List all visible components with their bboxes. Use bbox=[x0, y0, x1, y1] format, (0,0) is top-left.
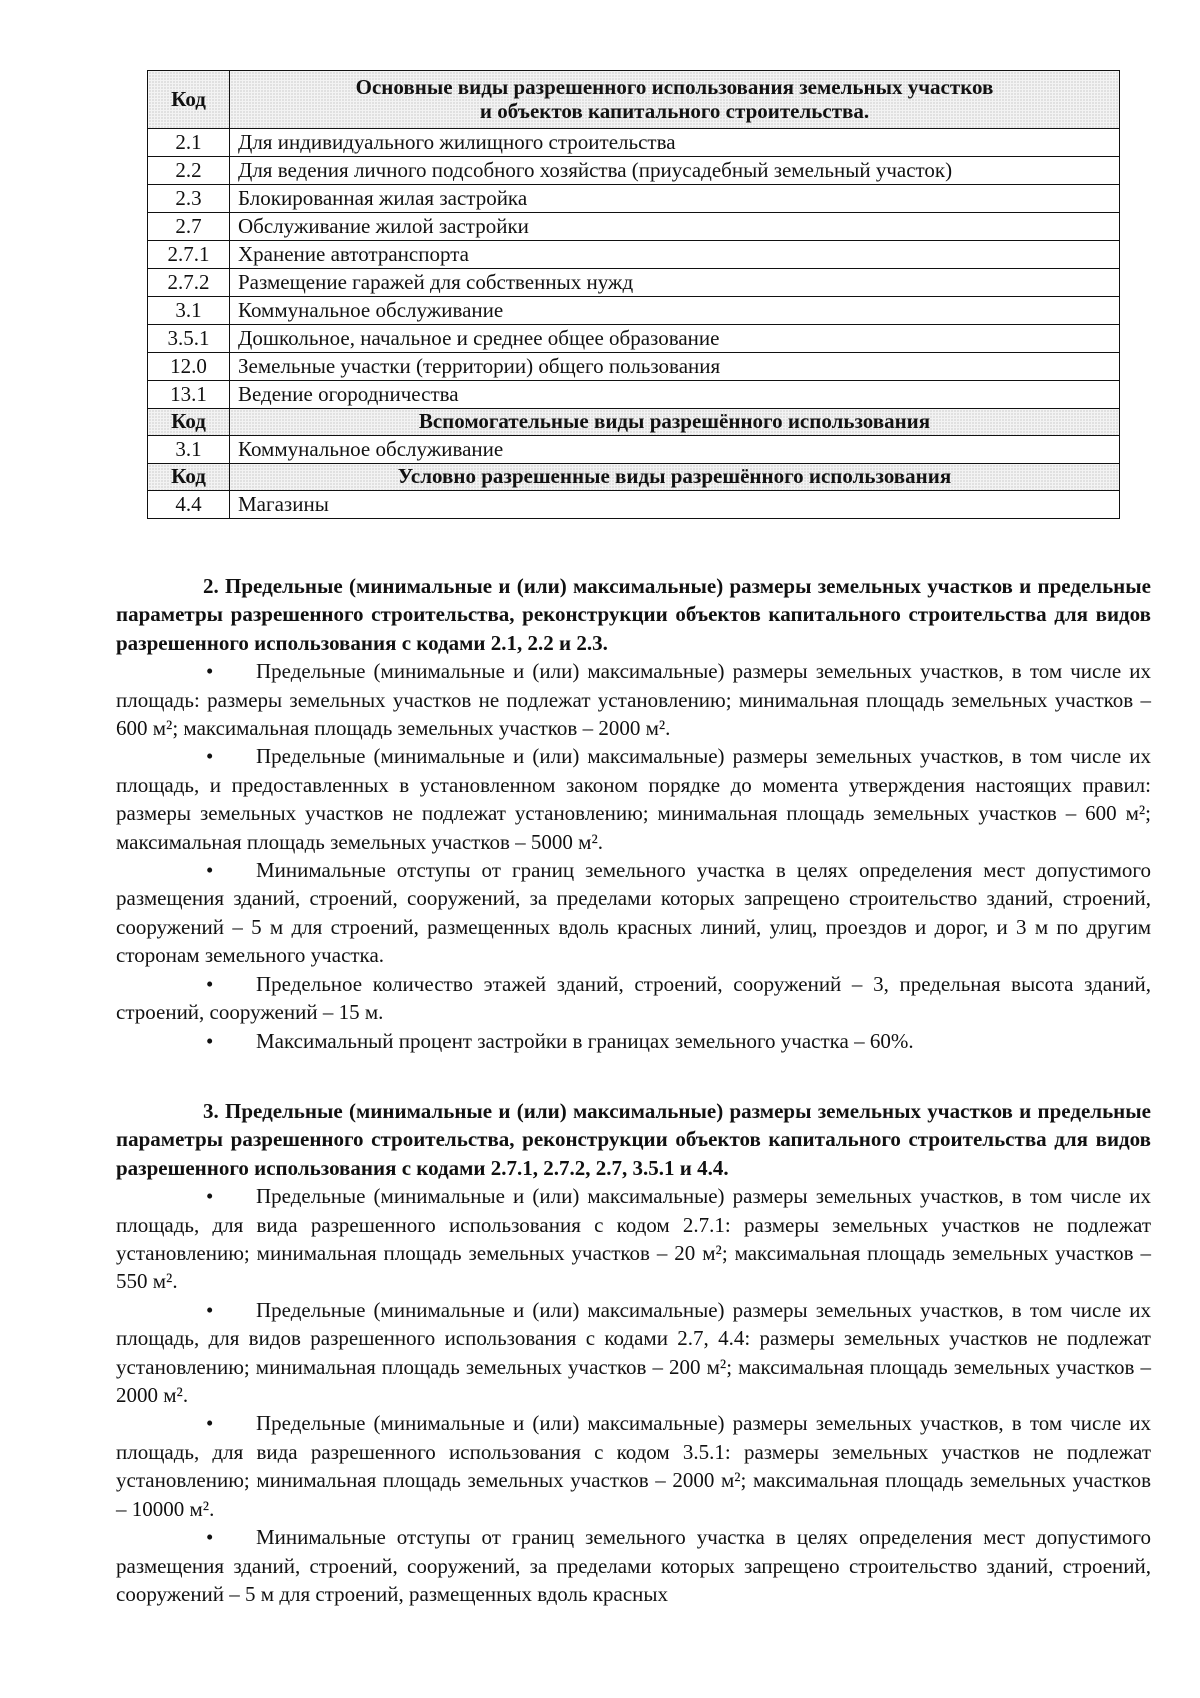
list-item bbox=[116, 742, 1151, 856]
row-name: Размещение гаражей для собственных нужд bbox=[230, 269, 1120, 297]
list-item-text: Предельные (минимальные и (или) максимальные) размеры земельных участков, в том числе их площадь: размеры земельных участков не подлежат установлению; минимальная площадь земельных участков – 600 м²; максимальная площадь земельных участков – 2000 м². bbox=[116, 659, 1151, 741]
row-name: Ведение огородничества bbox=[230, 381, 1120, 409]
list-item-text: Предельные (минимальные и (или) максимальные) размеры земельных участков, в том числе их площадь, и предоставленных в установленном законом порядке до момента утверждения настоящих правил: размеры земельных участков не подлежат установлению; минимальная площадь земельных участков – 600 м²; максимальная площадь земельных участков – 5000 м². bbox=[116, 744, 1151, 854]
code-column-header: Код bbox=[148, 71, 230, 129]
table-header-conditional bbox=[148, 464, 1120, 491]
row-code: 13.1 bbox=[148, 381, 230, 409]
main-uses-header-line2: и объектов капитального строительства. bbox=[479, 98, 870, 123]
table-row bbox=[148, 269, 1120, 297]
aux-uses-header: Вспомогательные виды разрешённого использования bbox=[230, 409, 1120, 436]
row-code: 2.3 bbox=[148, 185, 230, 213]
section-2-title: 2. Предельные (минимальные и (или) максимальные) размеры земельных участков и предельные параметры разрешенного строительства, реконструкции объектов капитального строительства для видов разрешенного использования с кодами 2.1, 2.2 и 2.3. bbox=[116, 574, 1151, 655]
row-name: Земельные участки (территории) общего пользования bbox=[230, 353, 1120, 381]
table-row bbox=[148, 381, 1120, 409]
table-row bbox=[148, 491, 1120, 519]
list-item-text: Максимальный процент застройки в границах земельного участка – 60%. bbox=[256, 1028, 914, 1053]
list-item bbox=[116, 1027, 1151, 1055]
row-code: 3.1 bbox=[148, 297, 230, 325]
main-uses-header-line1: Основные виды разрешенного использования земельных участков bbox=[355, 75, 994, 100]
row-name: Обслуживание жилой застройки bbox=[230, 213, 1120, 241]
row-name: Хранение автотранспорта bbox=[230, 241, 1120, 269]
row-name: Магазины bbox=[230, 491, 1120, 519]
table-header-main bbox=[148, 71, 1120, 129]
row-code: 12.0 bbox=[148, 353, 230, 381]
row-name: Дошкольное, начальное и среднее общее образование bbox=[230, 325, 1120, 353]
list-item bbox=[116, 1296, 1151, 1410]
row-code: 4.4 bbox=[148, 491, 230, 519]
table-row bbox=[148, 353, 1120, 381]
table-row bbox=[148, 185, 1120, 213]
cond-code-header: Код bbox=[148, 464, 230, 491]
table-row bbox=[148, 157, 1120, 185]
row-name: Коммунальное обслуживание bbox=[230, 436, 1120, 464]
table-row bbox=[148, 213, 1120, 241]
row-name: Для ведения личного подсобного хозяйства (приусадебный земельный участок) bbox=[230, 157, 1120, 185]
row-name: Для индивидуального жилищного строительства bbox=[230, 129, 1120, 157]
main-uses-header bbox=[230, 71, 1120, 129]
bullet-icon: • bbox=[206, 659, 214, 684]
table-row bbox=[148, 129, 1120, 157]
bullet-icon: • bbox=[206, 1184, 214, 1209]
table-row bbox=[148, 241, 1120, 269]
section-3-title: 3. Предельные (минимальные и (или) максимальные) размеры земельных участков и предельные параметры разрешенного строительства, реконструкции объектов капитального строительства для видов разрешенного использования с кодами 2.7.1, 2.7.2, 2.7, 3.5.1 и 4.4. bbox=[116, 1099, 1151, 1180]
row-code: 3.1 bbox=[148, 436, 230, 464]
list-item bbox=[116, 1409, 1151, 1523]
bullet-icon: • bbox=[206, 1297, 214, 1322]
bullet-icon: • bbox=[206, 858, 214, 883]
row-code: 2.7.2 bbox=[148, 269, 230, 297]
table-header-auxiliary bbox=[148, 409, 1120, 436]
section-2 bbox=[116, 572, 1151, 1055]
bullet-icon: • bbox=[206, 971, 214, 996]
bullet-icon: • bbox=[206, 1525, 214, 1550]
table-row bbox=[148, 297, 1120, 325]
table-row bbox=[148, 325, 1120, 353]
list-item-text: Предельные (минимальные и (или) максимальные) размеры земельных участков, в том числе их площадь, для видов разрешенного использования с кодами 2.7, 4.4: размеры земельных участков не подлежат установлению; минимальная площадь земельных участков – 200 м²; максимальная площадь земельных участков – 2000 м². bbox=[116, 1297, 1151, 1408]
list-item bbox=[116, 1182, 1151, 1296]
row-code: 2.7.1 bbox=[148, 241, 230, 269]
land-use-table bbox=[147, 70, 1120, 519]
bullet-icon: • bbox=[206, 1411, 214, 1436]
list-item-text: Предельные (минимальные и (или) максимальные) размеры земельных участков, в том числе их площадь, для вида разрешенного использования с кодом 3.5.1: размеры земельных участков не подлежат установлению; минимальная площадь земельных участков – 2000 м²; максимальная площадь земельных участков – 10000 м². bbox=[116, 1411, 1151, 1521]
row-code: 3.5.1 bbox=[148, 325, 230, 353]
row-code: 2.2 bbox=[148, 157, 230, 185]
list-item bbox=[116, 970, 1151, 1027]
row-name: Коммунальное обслуживание bbox=[230, 297, 1120, 325]
list-item bbox=[116, 1523, 1151, 1608]
list-item-text: Предельное количество этажей зданий, строений, сооружений – 3, предельная высота зданий, строений, сооружений – 15 м. bbox=[116, 971, 1151, 1025]
row-code: 2.1 bbox=[148, 129, 230, 157]
row-code: 2.7 bbox=[148, 213, 230, 241]
list-item-text: Минимальные отступы от границ земельного участка в целях определения мест допустимого размещения зданий, строений, сооружений, за пределами которых запрещено строительство зданий, строений, сооружений – 5 м для строений, размещенных вдоль красных bbox=[116, 1525, 1151, 1606]
list-item-text: Минимальные отступы от границ земельного участка в целях определения мест допустимого размещения зданий, строений, сооружений, за пределами которых запрещено строительство зданий, строений, сооружений – 5 м для строений, размещенных вдоль красных линий, улиц, проездов и дорог, и 3 м по другим сторонам земельного участка. bbox=[116, 858, 1151, 968]
list-item bbox=[116, 856, 1151, 970]
table-row bbox=[148, 436, 1120, 464]
cond-uses-header: Условно разрешенные виды разрешённого использования bbox=[230, 464, 1120, 491]
section-3 bbox=[116, 1097, 1151, 1608]
row-name: Блокированная жилая застройка bbox=[230, 185, 1120, 213]
list-item bbox=[116, 657, 1151, 742]
bullet-icon: • bbox=[206, 744, 214, 769]
list-item-text: Предельные (минимальные и (или) максимальные) размеры земельных участков, в том числе их площадь, для вида разрешенного использования с кодом 2.7.1: размеры земельных участков не подлежат установлению; минимальная площадь земельных участков – 20 м²; максимальная площадь земельных участков – 550 м². bbox=[116, 1184, 1151, 1294]
bullet-icon: • bbox=[206, 1028, 214, 1053]
aux-code-header: Код bbox=[148, 409, 230, 436]
